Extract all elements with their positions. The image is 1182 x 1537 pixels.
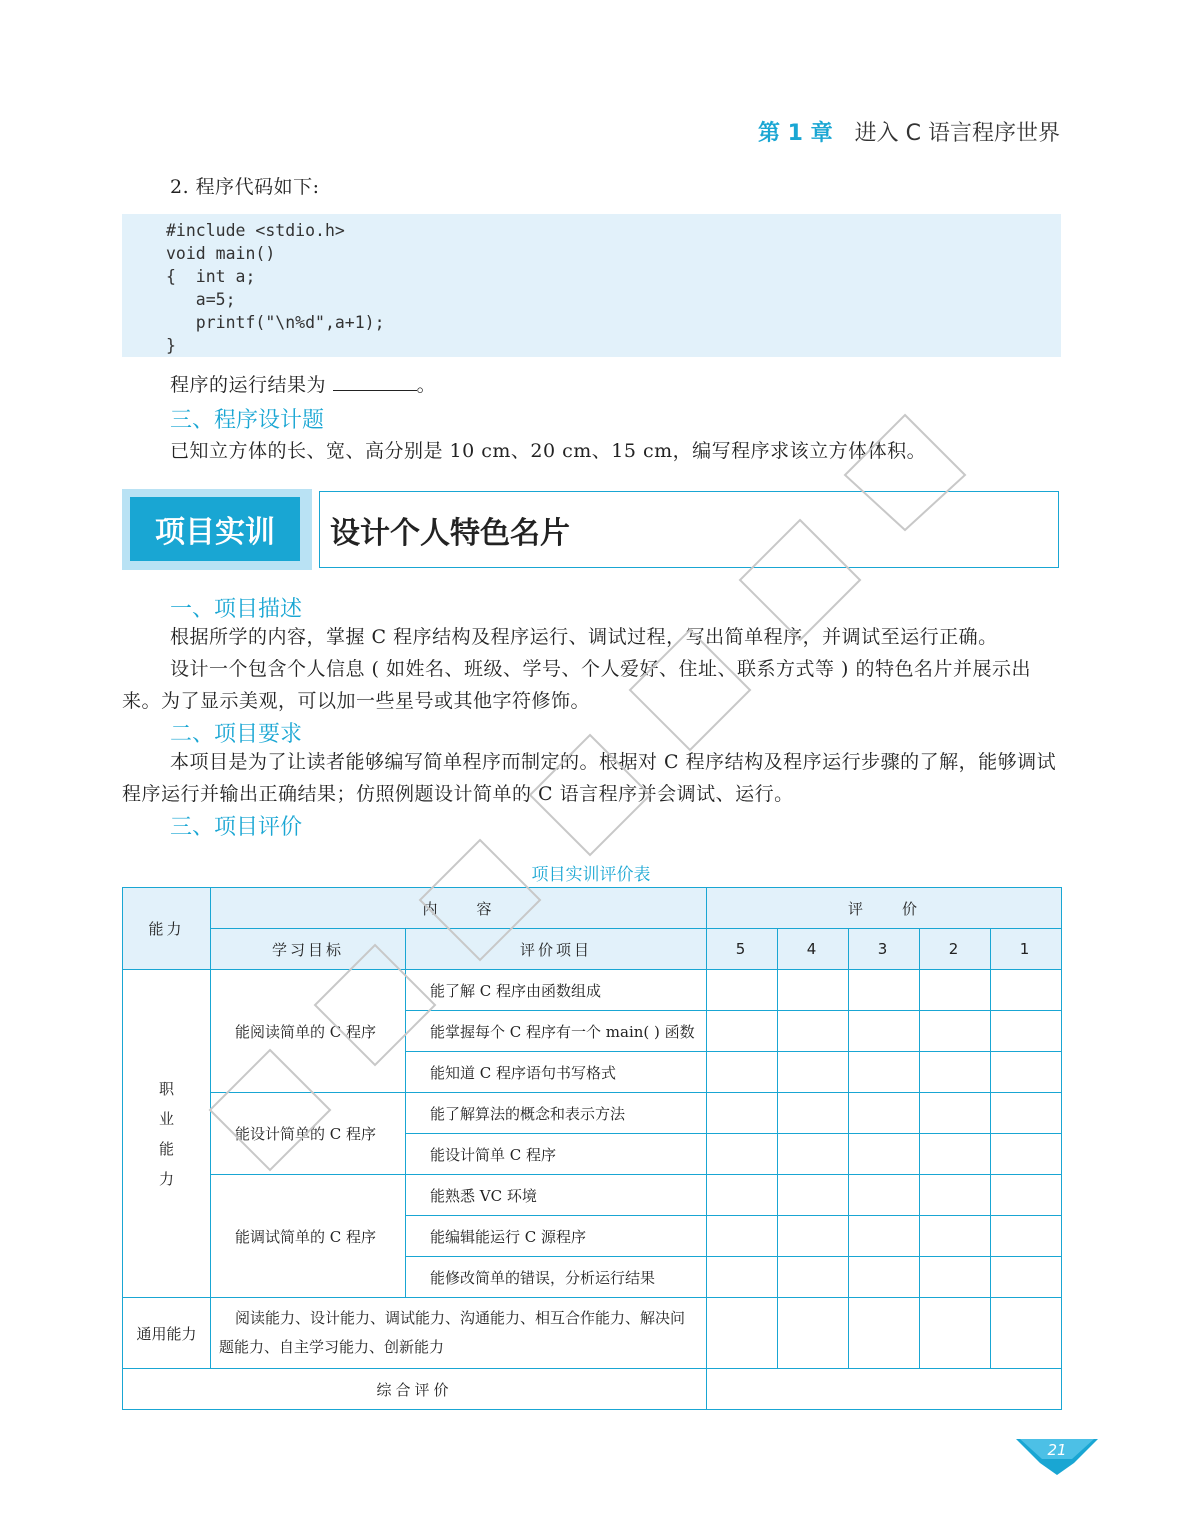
score-cell[interactable] bbox=[707, 1093, 778, 1134]
header-learning-goal: 学习目标 bbox=[211, 929, 406, 970]
score-cell[interactable] bbox=[849, 1175, 920, 1216]
score-cell[interactable] bbox=[991, 1011, 1062, 1052]
score-cell[interactable] bbox=[991, 970, 1062, 1011]
section-heading-description: 一、项目描述 bbox=[170, 597, 303, 622]
score-cell[interactable] bbox=[849, 1011, 920, 1052]
score-cell[interactable] bbox=[778, 1052, 849, 1093]
project-tag-box bbox=[122, 489, 312, 570]
table-row bbox=[123, 1093, 1062, 1134]
score-cell[interactable] bbox=[778, 1134, 849, 1175]
description-paragraph-1: 根据所学的内容，掌握 C 程序结构及程序运行、调试过程，写出简单程序，并调试至运行正确。 bbox=[170, 626, 998, 648]
result-suffix: 。 bbox=[416, 374, 437, 396]
result-line bbox=[170, 369, 1110, 401]
score-cell[interactable] bbox=[778, 1093, 849, 1134]
score-cell[interactable] bbox=[920, 1257, 991, 1298]
header-score-3: 3 bbox=[849, 929, 920, 970]
score-cell[interactable] bbox=[778, 1175, 849, 1216]
project-tag: 项目实训 bbox=[130, 497, 300, 561]
score-cell[interactable] bbox=[707, 1011, 778, 1052]
eval-item: 能修改简单的错误，分析运行结果 bbox=[406, 1257, 707, 1298]
overall-evaluation-cell[interactable] bbox=[707, 1369, 1062, 1410]
score-cell[interactable] bbox=[920, 1216, 991, 1257]
table-row bbox=[123, 1298, 1062, 1369]
score-cell[interactable] bbox=[778, 1216, 849, 1257]
result-prefix: 程序的运行结果为 bbox=[170, 374, 327, 396]
score-cell[interactable] bbox=[920, 1052, 991, 1093]
goal-design: 能设计简单的 C 程序 bbox=[211, 1093, 406, 1175]
category-general: 通用能力 bbox=[123, 1298, 211, 1369]
eval-item: 能知道 C 程序语句书写格式 bbox=[406, 1052, 707, 1093]
table-header-row-2 bbox=[123, 929, 1062, 970]
chapter-title: 进入 C 语言程序世界 bbox=[854, 121, 1060, 146]
score-cell[interactable] bbox=[991, 1134, 1062, 1175]
section-heading-programming: 三、程序设计题 bbox=[170, 408, 325, 433]
score-cell[interactable] bbox=[778, 1298, 849, 1369]
category-professional-cell bbox=[123, 970, 211, 1298]
overall-evaluation-label: 综合评价 bbox=[123, 1369, 707, 1410]
header-content: 内 容 bbox=[211, 888, 707, 929]
eval-item: 能熟悉 VC 环境 bbox=[406, 1175, 707, 1216]
table-title: 项目实训评价表 bbox=[531, 865, 651, 885]
answer-blank bbox=[333, 372, 417, 391]
score-cell[interactable] bbox=[991, 1216, 1062, 1257]
header-ability: 能力 bbox=[123, 888, 211, 970]
section-heading-evaluation: 三、项目评价 bbox=[170, 815, 303, 840]
table-row bbox=[123, 1369, 1062, 1410]
page-number: 21 bbox=[1047, 1441, 1067, 1459]
score-cell[interactable] bbox=[991, 1093, 1062, 1134]
score-cell[interactable] bbox=[849, 1257, 920, 1298]
category-professional: 职业能力 bbox=[158, 1079, 174, 1188]
score-cell[interactable] bbox=[849, 1216, 920, 1257]
description-paragraph-2: 设计一个包含个人信息 ( 如姓名、班级、学号、个人爱好、住址、联系方式等 ) 的特色名片并展示出来。为了显示美观，可以加一些星号或其他字符修饰。 bbox=[122, 658, 1031, 712]
question-2-intro: 2. 程序代码如下: bbox=[170, 176, 320, 198]
goal-debug: 能调试简单的 C 程序 bbox=[211, 1175, 406, 1298]
score-cell[interactable] bbox=[849, 1052, 920, 1093]
section-programming-text: 已知立方体的长、宽、高分别是 10 cm、20 cm、15 cm，编写程序求该立方体体积。 bbox=[170, 440, 927, 462]
header-eval-item: 评价项目 bbox=[406, 929, 707, 970]
score-cell[interactable] bbox=[991, 1175, 1062, 1216]
score-cell[interactable] bbox=[920, 970, 991, 1011]
score-cell[interactable] bbox=[991, 1298, 1062, 1369]
header-score-1: 1 bbox=[991, 929, 1062, 970]
score-cell[interactable] bbox=[707, 970, 778, 1011]
score-cell[interactable] bbox=[920, 1011, 991, 1052]
project-title: 设计个人特色名片 bbox=[319, 491, 1059, 568]
page-number-tab bbox=[1016, 1439, 1098, 1475]
eval-item: 能了解算法的概念和表示方法 bbox=[406, 1093, 707, 1134]
general-abilities: 阅读能力、设计能力、调试能力、沟通能力、相互合作能力、解决问题能力、自主学习能力、创新能力 bbox=[211, 1298, 707, 1369]
score-cell[interactable] bbox=[778, 1257, 849, 1298]
score-cell[interactable] bbox=[920, 1093, 991, 1134]
score-cell[interactable] bbox=[920, 1134, 991, 1175]
score-cell[interactable] bbox=[849, 1093, 920, 1134]
score-cell[interactable] bbox=[778, 970, 849, 1011]
score-cell[interactable] bbox=[849, 1298, 920, 1369]
score-cell[interactable] bbox=[849, 1134, 920, 1175]
evaluation-table bbox=[122, 887, 1062, 1410]
score-cell[interactable] bbox=[778, 1011, 849, 1052]
code-block bbox=[122, 214, 1061, 357]
score-cell[interactable] bbox=[920, 1298, 991, 1369]
eval-item: 能编辑能运行 C 源程序 bbox=[406, 1216, 707, 1257]
header-score-4: 4 bbox=[778, 929, 849, 970]
score-cell[interactable] bbox=[707, 1134, 778, 1175]
eval-item: 能设计简单 C 程序 bbox=[406, 1134, 707, 1175]
score-cell[interactable] bbox=[707, 1298, 778, 1369]
score-cell[interactable] bbox=[707, 1216, 778, 1257]
code-text: #include <stdio.h> void main() { int a; a=5; printf("\n%d",a+1); } bbox=[166, 221, 385, 355]
header-evaluation: 评 价 bbox=[707, 888, 1062, 929]
score-cell[interactable] bbox=[707, 1175, 778, 1216]
header-score-5: 5 bbox=[707, 929, 778, 970]
header-score-2: 2 bbox=[920, 929, 991, 970]
score-cell[interactable] bbox=[991, 1052, 1062, 1093]
eval-item: 能掌握每个 C 程序有一个 main( ) 函数 bbox=[406, 1011, 707, 1052]
eval-item: 能了解 C 程序由函数组成 bbox=[406, 970, 707, 1011]
score-cell[interactable] bbox=[920, 1175, 991, 1216]
table-row bbox=[123, 1175, 1062, 1216]
requirements-paragraph: 本项目是为了让读者能够编写简单程序而制定的。根据对 C 程序结构及程序运行步骤的了解，能够调试程序运行并输出正确结果；仿照例题设计简单的 C 语言程序并会调试、运行。 bbox=[122, 751, 1057, 805]
running-header bbox=[758, 116, 1060, 147]
goal-read: 能阅读简单的 C 程序 bbox=[211, 970, 406, 1093]
chapter-number: 第 1 章 bbox=[758, 121, 833, 146]
score-cell[interactable] bbox=[849, 970, 920, 1011]
score-cell[interactable] bbox=[707, 1052, 778, 1093]
table-row bbox=[123, 970, 1062, 1011]
section-heading-requirements: 二、项目要求 bbox=[170, 722, 303, 747]
score-cell[interactable] bbox=[991, 1257, 1062, 1298]
table-header-row-1 bbox=[123, 888, 1062, 929]
score-cell[interactable] bbox=[707, 1257, 778, 1298]
